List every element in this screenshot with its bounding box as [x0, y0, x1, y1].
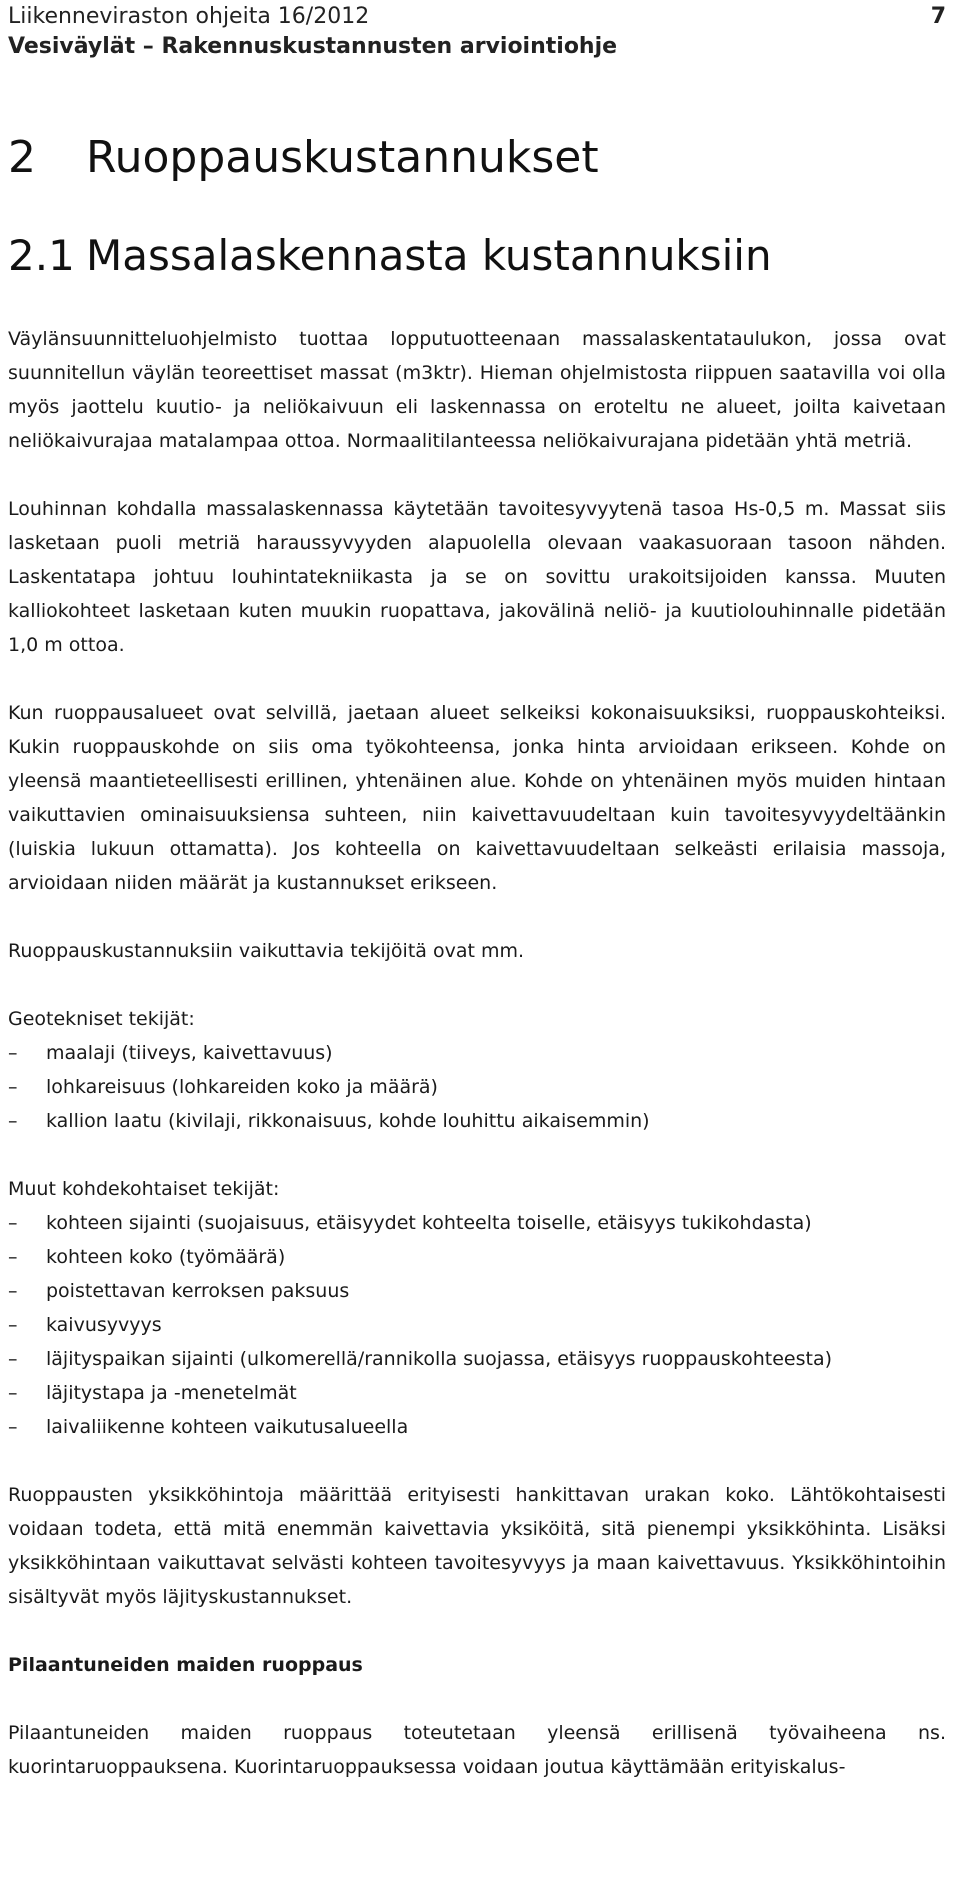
- list-item: – maalaji (tiiveys, kaivettavuus): [8, 1036, 946, 1070]
- paragraph-unit-prices: Ruoppausten yksikköhintoja määrittää erityisesti hankittavan urakan koko. Lähtökohtaisesti voidaan todeta, että mitä enemmän kaivettavia yksiköitä, sitä pienempi yksikköhinta. Lisäksi yksikköhintaan vaikuttavat selvästi kohteen tavoitesyvyys ja maan kaivettavuus. Yksikköhintoihin sisältyvät myös läjityskustannukset.: [8, 1484, 946, 1608]
- list-item: – kaivusyvyys: [8, 1308, 946, 1342]
- page-number: 7: [930, 4, 946, 29]
- dash-marker: –: [8, 1212, 18, 1234]
- page-content: [8, 130, 946, 1818]
- list-item: – laivaliikenne kohteen vaikutusalueella: [8, 1410, 946, 1444]
- dash-marker: –: [8, 1416, 18, 1438]
- dash-marker: –: [8, 1382, 18, 1404]
- chapter-heading: [8, 130, 946, 186]
- dash-marker: –: [8, 1280, 18, 1302]
- chapter-number: 2: [8, 132, 36, 183]
- dash-marker: –: [8, 1246, 18, 1268]
- paragraph-dredging-sites: Kun ruoppausalueet ovat selvillä, jaetaan alueet selkeiksi kokonaisuuksiksi, ruoppauskohteiksi. Kukin ruoppauskohde on siis oma työkohteensa, jonka hinta arvioidaan erikseen. Kohde on yleensä maantieteellisesti erillinen, yhtenäinen alue. Kohde on yhtenäinen myös muiden hintaan vaikuttavien ominaisuuksiensa suhteen, niin kaivettavuudeltaan kuin tavoitesyvyydeltäänkin (luiskia lukuun ottamatta). Jos kohteella on kaivettavuudeltaan selkeästi erilaisia massoja, arvioidaan niiden määrät ja kustannukset erikseen.: [8, 702, 946, 894]
- site-factors-list: [8, 1206, 946, 1444]
- geotechnical-list: [8, 1036, 946, 1138]
- section-number: 2.1: [8, 231, 75, 280]
- geotechnical-heading: Geotekniset tekijät:: [8, 1008, 195, 1030]
- list-item: – kohteen sijainti (suojaisuus, etäisyydet kohteelta toiselle, etäisyys tukikohdasta): [8, 1206, 946, 1240]
- list-item: – läjitystapa ja -menetelmät: [8, 1376, 946, 1410]
- list-item: – läjityspaikan sijainti (ulkomerellä/rannikolla suojassa, etäisyys ruoppauskohteesta): [8, 1342, 946, 1376]
- dash-marker: –: [8, 1076, 18, 1098]
- paragraph-mass-calculation: Väylänsuunnitteluohjelmisto tuottaa lopputuotteenaan massalaskentataulukon, jossa ovat suunnitellun väylän teoreettiset massat (m3ktr). Hieman ohjelmistosta riippuen saatavilla voi olla myös jaottelu kuutio- ja neliökaivuun eli laskennassa on eroteltu ne alueet, joilta kaivetaan neliökaivurajaa matalampaa ottoa. Normaalitilanteessa neliökaivurajana pidetään yhtä metriä.: [8, 328, 946, 452]
- dash-marker: –: [8, 1042, 18, 1064]
- paragraph-cost-factors-intro: Ruoppauskustannuksiin vaikuttavia tekijöitä ovat mm.: [8, 940, 525, 962]
- section-heading: [8, 228, 946, 284]
- page-header: [8, 2, 946, 62]
- dash-marker: –: [8, 1110, 18, 1132]
- list-item: – lohkareisuus (lohkareiden koko ja määrä): [8, 1070, 946, 1104]
- site-factors-heading: Muut kohdekohtaiset tekijät:: [8, 1178, 280, 1200]
- publication-series: Liikenneviraston ohjeita 16/2012: [8, 4, 370, 29]
- chapter-title: Ruoppauskustannukset: [86, 132, 599, 183]
- publication-title: Vesiväylät – Rakennuskustannusten arviointiohje: [8, 34, 618, 59]
- section-title: Massalaskennasta kustannuksiin: [86, 231, 772, 280]
- subheading-contaminated-soil: Pilaantuneiden maiden ruoppaus: [8, 1654, 363, 1676]
- dash-marker: –: [8, 1314, 18, 1336]
- paragraph-contaminated-soil: Pilaantuneiden maiden ruoppaus toteutetaan yleensä erillisenä työvaiheena ns. kuorintaruoppauksena. Kuorintaruoppauksessa voidaan joutua käyttämään erityiskalus-: [8, 1722, 946, 1778]
- list-item: – kallion laatu (kivilaji, rikkonaisuus, kohde louhittu aikaisemmin): [8, 1104, 946, 1138]
- list-item: – kohteen koko (työmäärä): [8, 1240, 946, 1274]
- dash-marker: –: [8, 1348, 18, 1370]
- paragraph-excavation: Louhinnan kohdalla massalaskennassa käytetään tavoitesyvyytenä tasoa Hs-0,5 m. Massat siis lasketaan puoli metriä haraussyvyyden alapuolella olevaan vaakasuoraan tasoon nähden. Laskentatapa johtuu louhintatekniikasta ja se on sovittu urakoitsijoiden kanssa. Muuten kalliokohteet lasketaan kuten muukin ruopattava, jakovälinä neliö- ja kuutiolouhinnalle pidetään 1,0 m ottoa.: [8, 498, 946, 656]
- list-item: – poistettavan kerroksen paksuus: [8, 1274, 946, 1308]
